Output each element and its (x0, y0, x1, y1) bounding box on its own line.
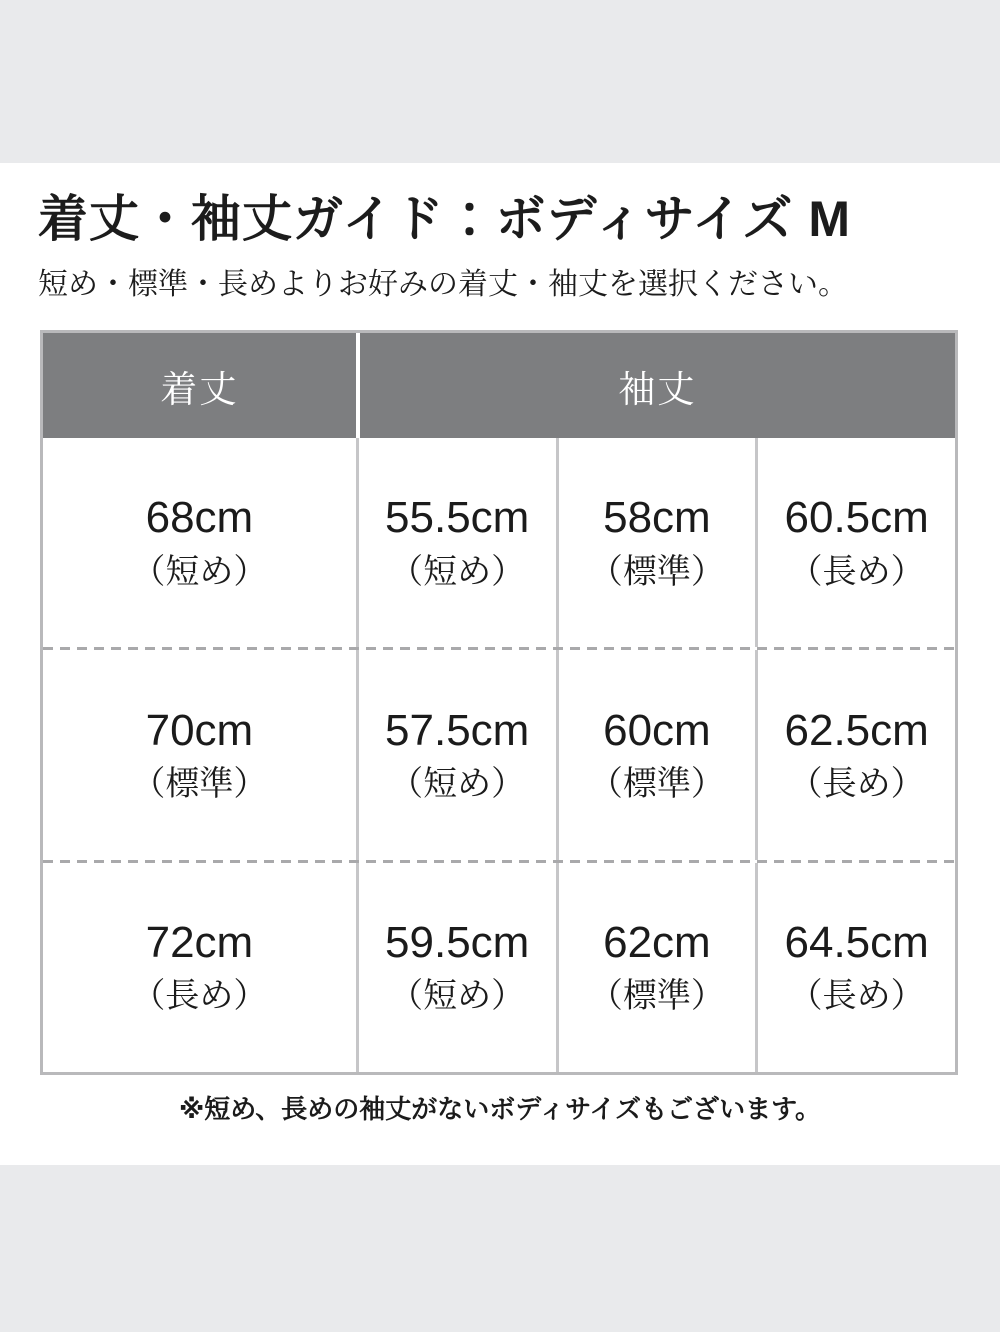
size-note: （標準） (588, 764, 725, 803)
table-row (43, 650, 955, 859)
size-note: （標準） (588, 552, 725, 591)
size-note: （短め） (389, 977, 526, 1016)
size-guide-table (40, 330, 958, 1075)
sleeve-cell (755, 438, 955, 647)
size-value: 60.5cm (784, 493, 929, 543)
table-row (43, 438, 955, 647)
size-value: 60cm (603, 705, 711, 755)
sleeve-cell (356, 863, 556, 1072)
top-gray-band (0, 0, 1000, 163)
page-title: 着丈・袖丈ガイド：ボディサイズ M (38, 191, 852, 247)
page-subtitle: 短め・標準・長めよりお好みの着丈・袖丈を選択ください。 (38, 268, 848, 301)
length-cell (43, 863, 356, 1072)
table-footnote: ※短め、長めの袖丈がないボディサイズもございます。 (179, 1094, 821, 1124)
size-note: （短め） (389, 764, 526, 803)
size-note: （短め） (131, 552, 268, 591)
size-note: （長め） (788, 764, 925, 803)
table-header-row (43, 333, 955, 438)
sleeve-cell (556, 650, 756, 859)
size-note: （長め） (788, 977, 925, 1016)
size-value: 62.5cm (784, 705, 929, 755)
size-note: （標準） (131, 764, 268, 803)
size-value: 58cm (603, 493, 711, 543)
size-value: 55.5cm (385, 493, 530, 543)
sleeve-cell (356, 438, 556, 647)
size-value: 64.5cm (784, 917, 929, 967)
table-row (43, 863, 955, 1072)
sleeve-cell (556, 438, 756, 647)
size-value: 57.5cm (385, 705, 530, 755)
size-note: （標準） (588, 977, 725, 1016)
bottom-gray-band (0, 1165, 1000, 1332)
length-cell (43, 438, 356, 647)
size-value: 59.5cm (385, 917, 530, 967)
size-value: 62cm (603, 917, 711, 967)
size-value: 72cm (145, 917, 254, 967)
sleeve-cell (755, 650, 955, 859)
size-value: 70cm (145, 705, 254, 755)
size-note: （短め） (389, 552, 526, 591)
sleeve-cell (356, 650, 556, 859)
size-note: （長め） (788, 552, 925, 591)
size-note: （長め） (131, 977, 268, 1016)
header-cell-sleeve: 袖丈 (356, 333, 955, 438)
size-value: 68cm (145, 493, 254, 543)
length-cell (43, 650, 356, 859)
header-cell-length: 着丈 (160, 368, 239, 410)
sleeve-cell (556, 863, 756, 1072)
sleeve-cell (755, 863, 955, 1072)
